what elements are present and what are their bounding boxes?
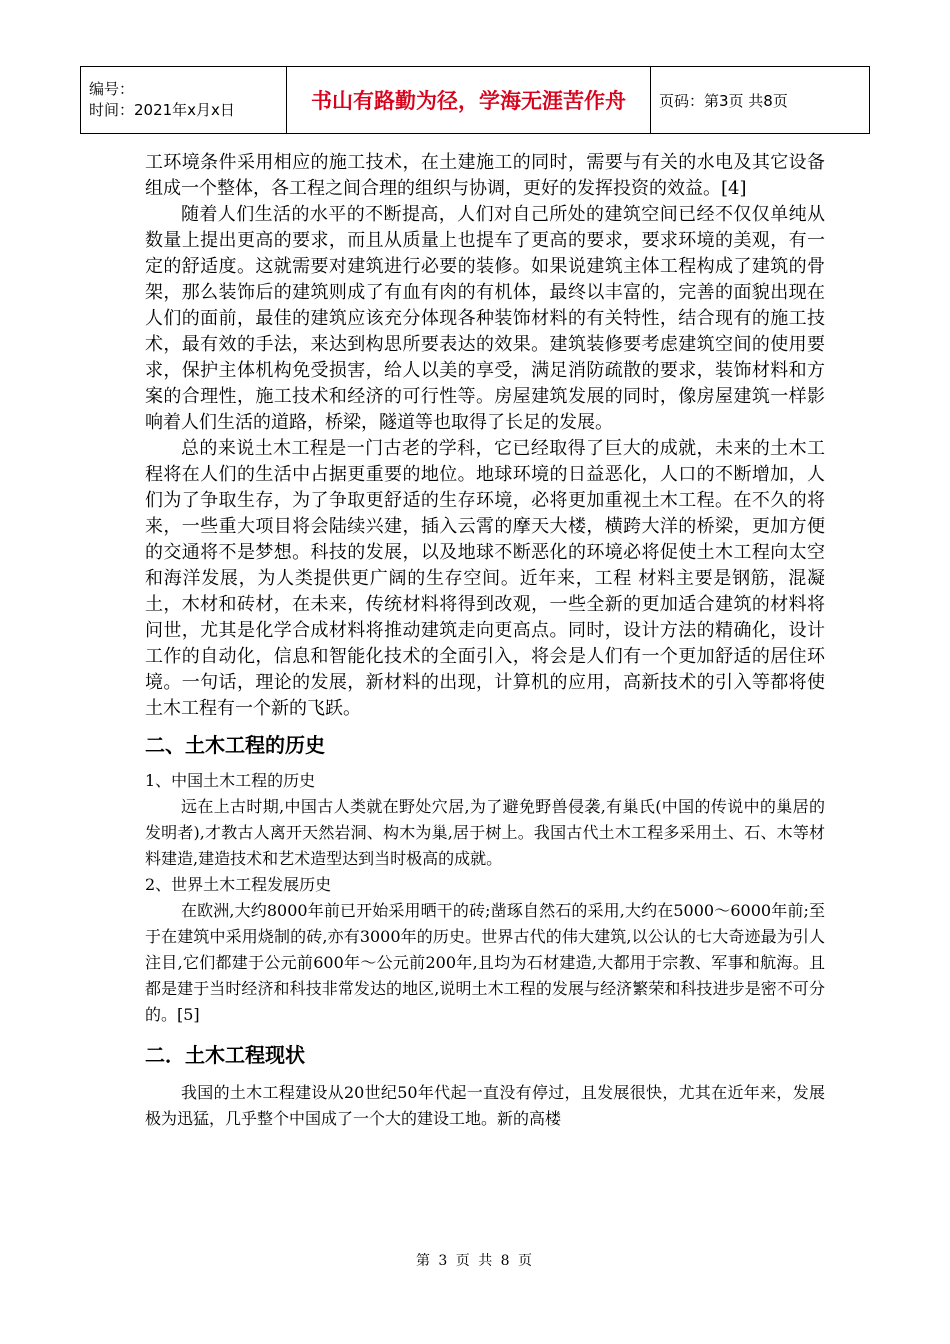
section-heading-history: 二、土木工程的历史: [145, 733, 325, 757]
paragraph: 随着人们生活的水平的不断提高，人们对自己所处的建筑空间已经不仅仅单纯从数量上提出更高的要求，而且从质量上也提车了更高的要求，要求环境的美观，有一定的舒适度。这就需要对建筑进行必要的装修。如果说建筑主体工程构成了建筑的骨架，那么装饰后的建筑则成了有血有肉的有机体，最终以丰富的，完善的面貌出现在人们的面前，最佳的建筑应该充分体现各种装饰材料的有关特性，结合现有的施工技术，最有效的手法，来达到构思所要表达的效果。建筑装修要考虑建筑空间的使用要求，保护主体机构免受损害，给人以美的享受，满足消防疏散的要求，装饰材料和方案的合理性，施工技术和经济的可行性等。房屋建筑发展的同时，像房屋建筑一样影响着人们生活的道路，桥梁，隧道等也取得了长足的发展。: [145, 204, 825, 433]
subsection-heading-world: 2、世界土木工程发展历史: [145, 875, 332, 894]
section-heading-status: 二．土木工程现状: [145, 1043, 305, 1067]
document-header: [80, 66, 870, 134]
paragraph: 我国的土木工程建设从20世纪50年代起一直没有停过，且发展很快，尤其在近年来，发展极为迅猛，几乎整个中国成了一个大的建设工地。新的高楼: [145, 1083, 825, 1128]
paragraph: 总的来说土木工程是一门古老的学科，它已经取得了巨大的成就，未来的土木工程将在人们的生活中占据更重要的地位。地球环境的日益恶化，人口的不断增加，人们为了争取生存，为了争取更舒适的生存环境，必将更加重视土木工程。在不久的将来，一些重大项目将会陆续兴建，插入云霄的摩天大楼，横跨大洋的桥梁，更加方便的交通将不是梦想。科技的发展，以及地球不断恶化的环境必将促使土木工程向太空和海洋发展，为人类提供更广阔的生存空间。近年来，工程 材料主要是钢筋，混凝土，木材和砖材，在未来，传统材料将得到改观，一些全新的更加适合建筑的材料将问世，尤其是化学合成材料将推动建筑走向更高点。同时，设计方法的精确化，设计工作的自动化，信息和智能化技术的全面引入，将会是人们有一个更加舒适的居住环境。一句话，理论的发展，新材料的出现，计算机的应用，高新技术的引入等都将使土木工程有一个新的飞跃。: [145, 438, 825, 719]
paragraph: 远在上古时期,中国古人类就在野处穴居,为了避免野兽侵袭,有巢氏(中国的传说中的巢居的发明者),才教古人离开天然岩洞、构木为巢,居于树上。我国古代土木工程多采用土、石、木等材料建造,建造技术和艺术造型达到当时极高的成就。: [145, 797, 825, 868]
document-body: [145, 150, 825, 1132]
header-motto: 书山有路勤为径，学海无涯苦作舟: [287, 67, 651, 134]
page-footer: 第 3 页 共 8 页: [415, 1253, 535, 1269]
header-page-info: 页码：第3页 共8页: [651, 67, 870, 134]
subsection-heading-china: 1、中国土木工程的历史: [145, 771, 316, 790]
header-meta: [81, 67, 287, 134]
paragraph: 工环境条件采用相应的施工技术，在土建施工的同时，需要与有关的水电及其它设备组成一个整体，各工程之间合理的组织与协调，更好的发挥投资的效益。[4]: [145, 152, 825, 199]
time-label: 时间：2021年x月x日: [89, 101, 235, 119]
paragraph: 在欧洲,大约8000年前已开始采用晒干的砖;凿琢自然石的采用,大约在5000～6000年前;至于在建筑中采用烧制的砖,亦有3000年的历史。世界古代的伟大建筑,以公认的七大奇迹最为引人注目,它们都建于公元前600年～公元前200年,且均为石材建造,大都用于宗教、军事和航海。且都是建于当时经济和科技非常发达的地区,说明土木工程的发展与经济繁荣和科技进步是密不可分的。[5]: [145, 901, 825, 1024]
number-label: 编号：: [89, 80, 135, 98]
